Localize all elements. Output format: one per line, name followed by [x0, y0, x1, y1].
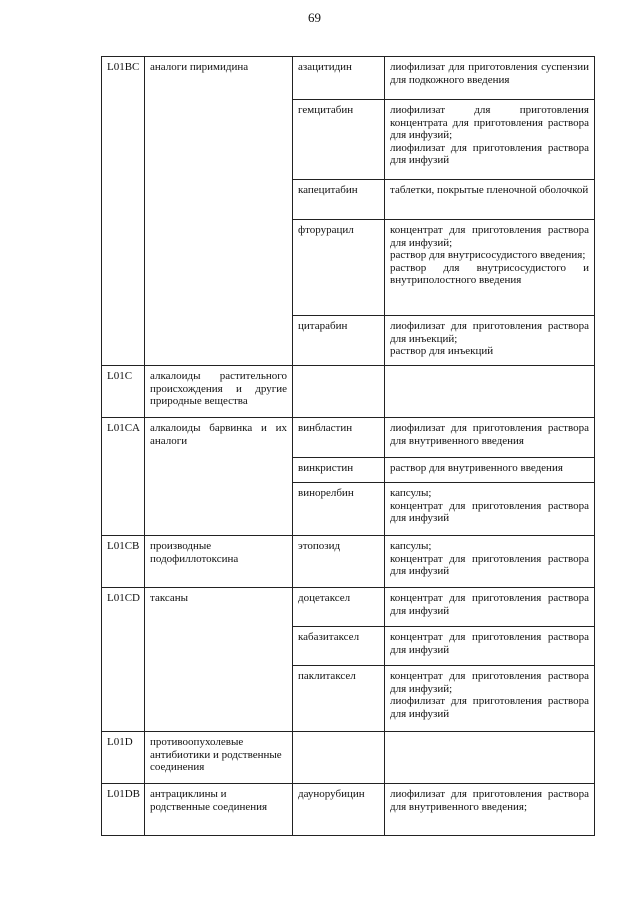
dosage-form-cell: концентрат для приготовления раствора для инфузий; раствор для внутрисосудистого введения; раствор для внутрисосудистого и внутриполостного введения	[385, 220, 595, 316]
table-row	[102, 366, 595, 418]
atc-code-cell: L01C	[102, 366, 145, 418]
table-row	[102, 732, 595, 784]
dosage-form-cell: лиофилизат для приготовления раствора для инъекций; раствор для инъекций	[385, 316, 595, 366]
dosage-form-cell	[385, 366, 595, 418]
inn-cell: паклитаксел	[293, 666, 385, 732]
dosage-form-cell: концентрат для приготовления раствора для инфузий	[385, 588, 595, 627]
dosage-form-cell	[385, 732, 595, 784]
group-name-cell: противоопухолевые антибиотики и родственные соединения	[145, 732, 293, 784]
table-row	[102, 536, 595, 588]
inn-cell: гемцитабин	[293, 100, 385, 180]
dosage-form-cell: капсулы; концентрат для приготовления раствора для инфузий	[385, 483, 595, 536]
drug-table	[101, 56, 595, 836]
dosage-form-cell: лиофилизат для приготовления раствора для внутривенного введения	[385, 418, 595, 458]
group-name-cell: алкалоиды барвинка и их аналоги	[145, 418, 293, 536]
inn-cell: винорелбин	[293, 483, 385, 536]
dosage-form-cell: лиофилизат для приготовления раствора для внутривенного введения;	[385, 784, 595, 836]
dosage-form-cell: лиофилизат для приготовления концентрата для приготовления раствора для инфузий; лиофилизат для приготовления раствора для инфузий	[385, 100, 595, 180]
dosage-form-cell: таблетки, покрытые пленочной оболочкой	[385, 180, 595, 220]
inn-cell: винбластин	[293, 418, 385, 458]
inn-cell: цитарабин	[293, 316, 385, 366]
page-number: 69	[308, 10, 321, 25]
dosage-form-cell: лиофилизат для приготовления суспензии для подкожного введения	[385, 57, 595, 100]
inn-cell: доцетаксел	[293, 588, 385, 627]
atc-code-cell: L01DB	[102, 784, 145, 836]
atc-code-cell: L01CD	[102, 588, 145, 732]
inn-cell: капецитабин	[293, 180, 385, 220]
inn-cell: этопозид	[293, 536, 385, 588]
atc-code-cell: L01CA	[102, 418, 145, 536]
table-row	[102, 588, 595, 627]
inn-cell: кабазитаксел	[293, 627, 385, 666]
group-name-cell: антрациклины и родственные соединения	[145, 784, 293, 836]
dosage-form-cell: капсулы; концентрат для приготовления раствора для инфузий	[385, 536, 595, 588]
inn-cell: азацитидин	[293, 57, 385, 100]
group-name-cell: таксаны	[145, 588, 293, 732]
dosage-form-cell: концентрат для приготовления раствора для инфузий; лиофилизат для приготовления раствора для инфузий	[385, 666, 595, 732]
table-row	[102, 418, 595, 458]
dosage-form-cell: концентрат для приготовления раствора для инфузий	[385, 627, 595, 666]
group-name-cell: производные подофиллотоксина	[145, 536, 293, 588]
atc-code-cell: L01D	[102, 732, 145, 784]
atc-code-cell: L01CB	[102, 536, 145, 588]
inn-cell: фторурацил	[293, 220, 385, 316]
inn-cell	[293, 366, 385, 418]
atc-code-cell: L01BC	[102, 57, 145, 366]
group-name-cell: аналоги пиримидина	[145, 57, 293, 366]
inn-cell	[293, 732, 385, 784]
inn-cell: даунорубицин	[293, 784, 385, 836]
group-name-cell: алкалоиды растительного происхождения и другие природные вещества	[145, 366, 293, 418]
table-row	[102, 57, 595, 100]
inn-cell: винкристин	[293, 458, 385, 483]
dosage-form-cell: раствор для внутривенного введения	[385, 458, 595, 483]
table-row	[102, 784, 595, 836]
